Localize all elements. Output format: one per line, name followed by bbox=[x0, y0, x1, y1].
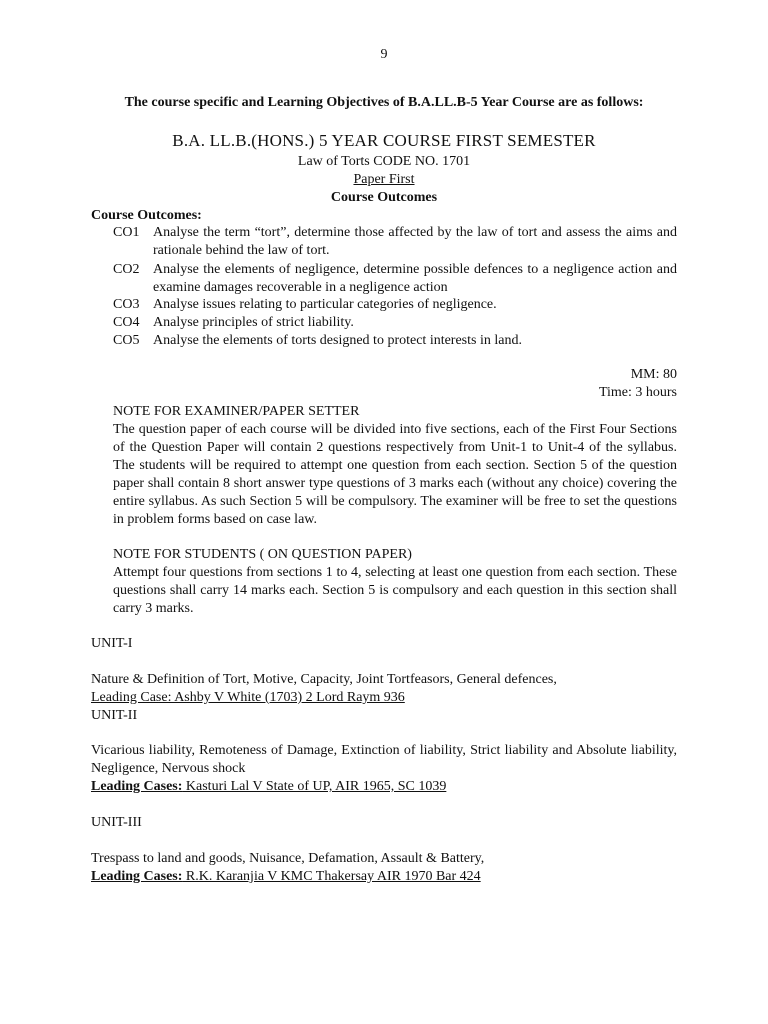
unit-2-topics: Vicarious liability, Remoteness of Damage, Extinction of liability, Strict liability and Absolute liability, Negligence, Nervous shock bbox=[91, 743, 677, 776]
leading-case-label: Leading Cases: bbox=[91, 779, 183, 794]
course-title: B.A. LL.B.(HONS.) 5 YEAR COURSE FIRST SEMESTER bbox=[172, 131, 596, 150]
student-note-heading: NOTE FOR STUDENTS ( ON QUESTION PAPER) bbox=[113, 547, 412, 562]
unit-1-topics: Nature & Definition of Tort, Motive, Capacity, Joint Tortfeasors, General defences, bbox=[91, 672, 557, 687]
unit-2-leading-case bbox=[91, 778, 446, 796]
student-note-body: Attempt four questions from sections 1 to 4, selecting at least one question from each section. These questions shall carry 14 marks each. Section 5 is compulsory and each question in this section shall carry 3 marks. bbox=[113, 565, 677, 616]
examiner-note-body: The question paper of each course will be divided into five sections, each of the First Four Sections of the Question Paper will contain 2 questions respectively from Unit-1 to Unit-4 of the syllabus. The students will be required to attempt one question from each section. Section 5 of the question paper shall contain 8 short answer type questions of 3 marks each (without any choice) covering the entire syllabus. As such Section 5 will be compulsory. The examiner will be free to set the questions in problem forms based on case law. bbox=[113, 422, 677, 527]
course-outcomes-label: Course Outcomes: bbox=[91, 208, 202, 223]
exam-time: Time: 3 hours bbox=[598, 385, 677, 400]
unit-1-leading-case bbox=[91, 689, 405, 707]
course-outcome-item bbox=[113, 224, 677, 260]
unit-3-topics: Trespass to land and goods, Nuisance, Defamation, Assault & Battery, bbox=[91, 851, 485, 866]
unit-2-heading: UNIT-II bbox=[91, 708, 138, 723]
examiner-note-heading: NOTE FOR EXAMINER/PAPER SETTER bbox=[113, 404, 360, 419]
leading-case-label: Leading Cases: bbox=[91, 869, 183, 884]
leading-case-text: Kasturi Lal V State of UP, AIR 1965, SC 1039 bbox=[182, 779, 447, 794]
intro-heading: The course specific and Learning Objectives of B.A.LL.B-5 Year Course are as follows: bbox=[124, 95, 644, 110]
paper-label: Paper First bbox=[353, 172, 415, 187]
course-outcome-code: CO5 bbox=[113, 333, 140, 348]
leading-case-text: Leading Case: Ashby V White (1703) 2 Lord Raym 936 bbox=[91, 690, 405, 705]
course-outcome-text: Analyse principles of strict liability. bbox=[153, 315, 354, 330]
outcomes-heading: Course Outcomes bbox=[330, 190, 438, 205]
course-outcome-code: CO4 bbox=[113, 315, 140, 330]
course-outcome-item bbox=[113, 296, 677, 314]
unit-1-heading: UNIT-I bbox=[91, 636, 133, 651]
unit-3-leading-case bbox=[91, 868, 481, 886]
course-outcome-code: CO3 bbox=[113, 297, 140, 312]
course-outcome-code: CO1 bbox=[113, 225, 140, 240]
page-number: 9 bbox=[380, 47, 388, 62]
subject-line: Law of Torts CODE NO. 1701 bbox=[297, 154, 471, 169]
course-outcome-text: Analyse issues relating to particular categories of negligence. bbox=[153, 297, 497, 312]
unit-3-heading: UNIT-III bbox=[91, 815, 142, 830]
max-marks: MM: 80 bbox=[630, 367, 677, 382]
leading-case-text: R.K. Karanjia V KMC Thakersay AIR 1970 Bar 424 bbox=[182, 869, 481, 884]
course-outcome-text: Analyse the elements of negligence, determine possible defences to a negligence action and examine damages recoverable in a negligence action bbox=[153, 262, 677, 295]
course-outcome-text: Analyse the elements of torts designed to protect interests in land. bbox=[153, 333, 522, 348]
course-outcome-code: CO2 bbox=[113, 262, 140, 277]
course-outcome-item bbox=[113, 261, 677, 297]
course-outcome-item bbox=[113, 314, 677, 332]
course-outcome-item bbox=[113, 332, 677, 350]
course-outcome-text: Analyse the term “tort”, determine those affected by the law of tort and assess the aims and rationale behind the law of tort. bbox=[153, 225, 677, 258]
